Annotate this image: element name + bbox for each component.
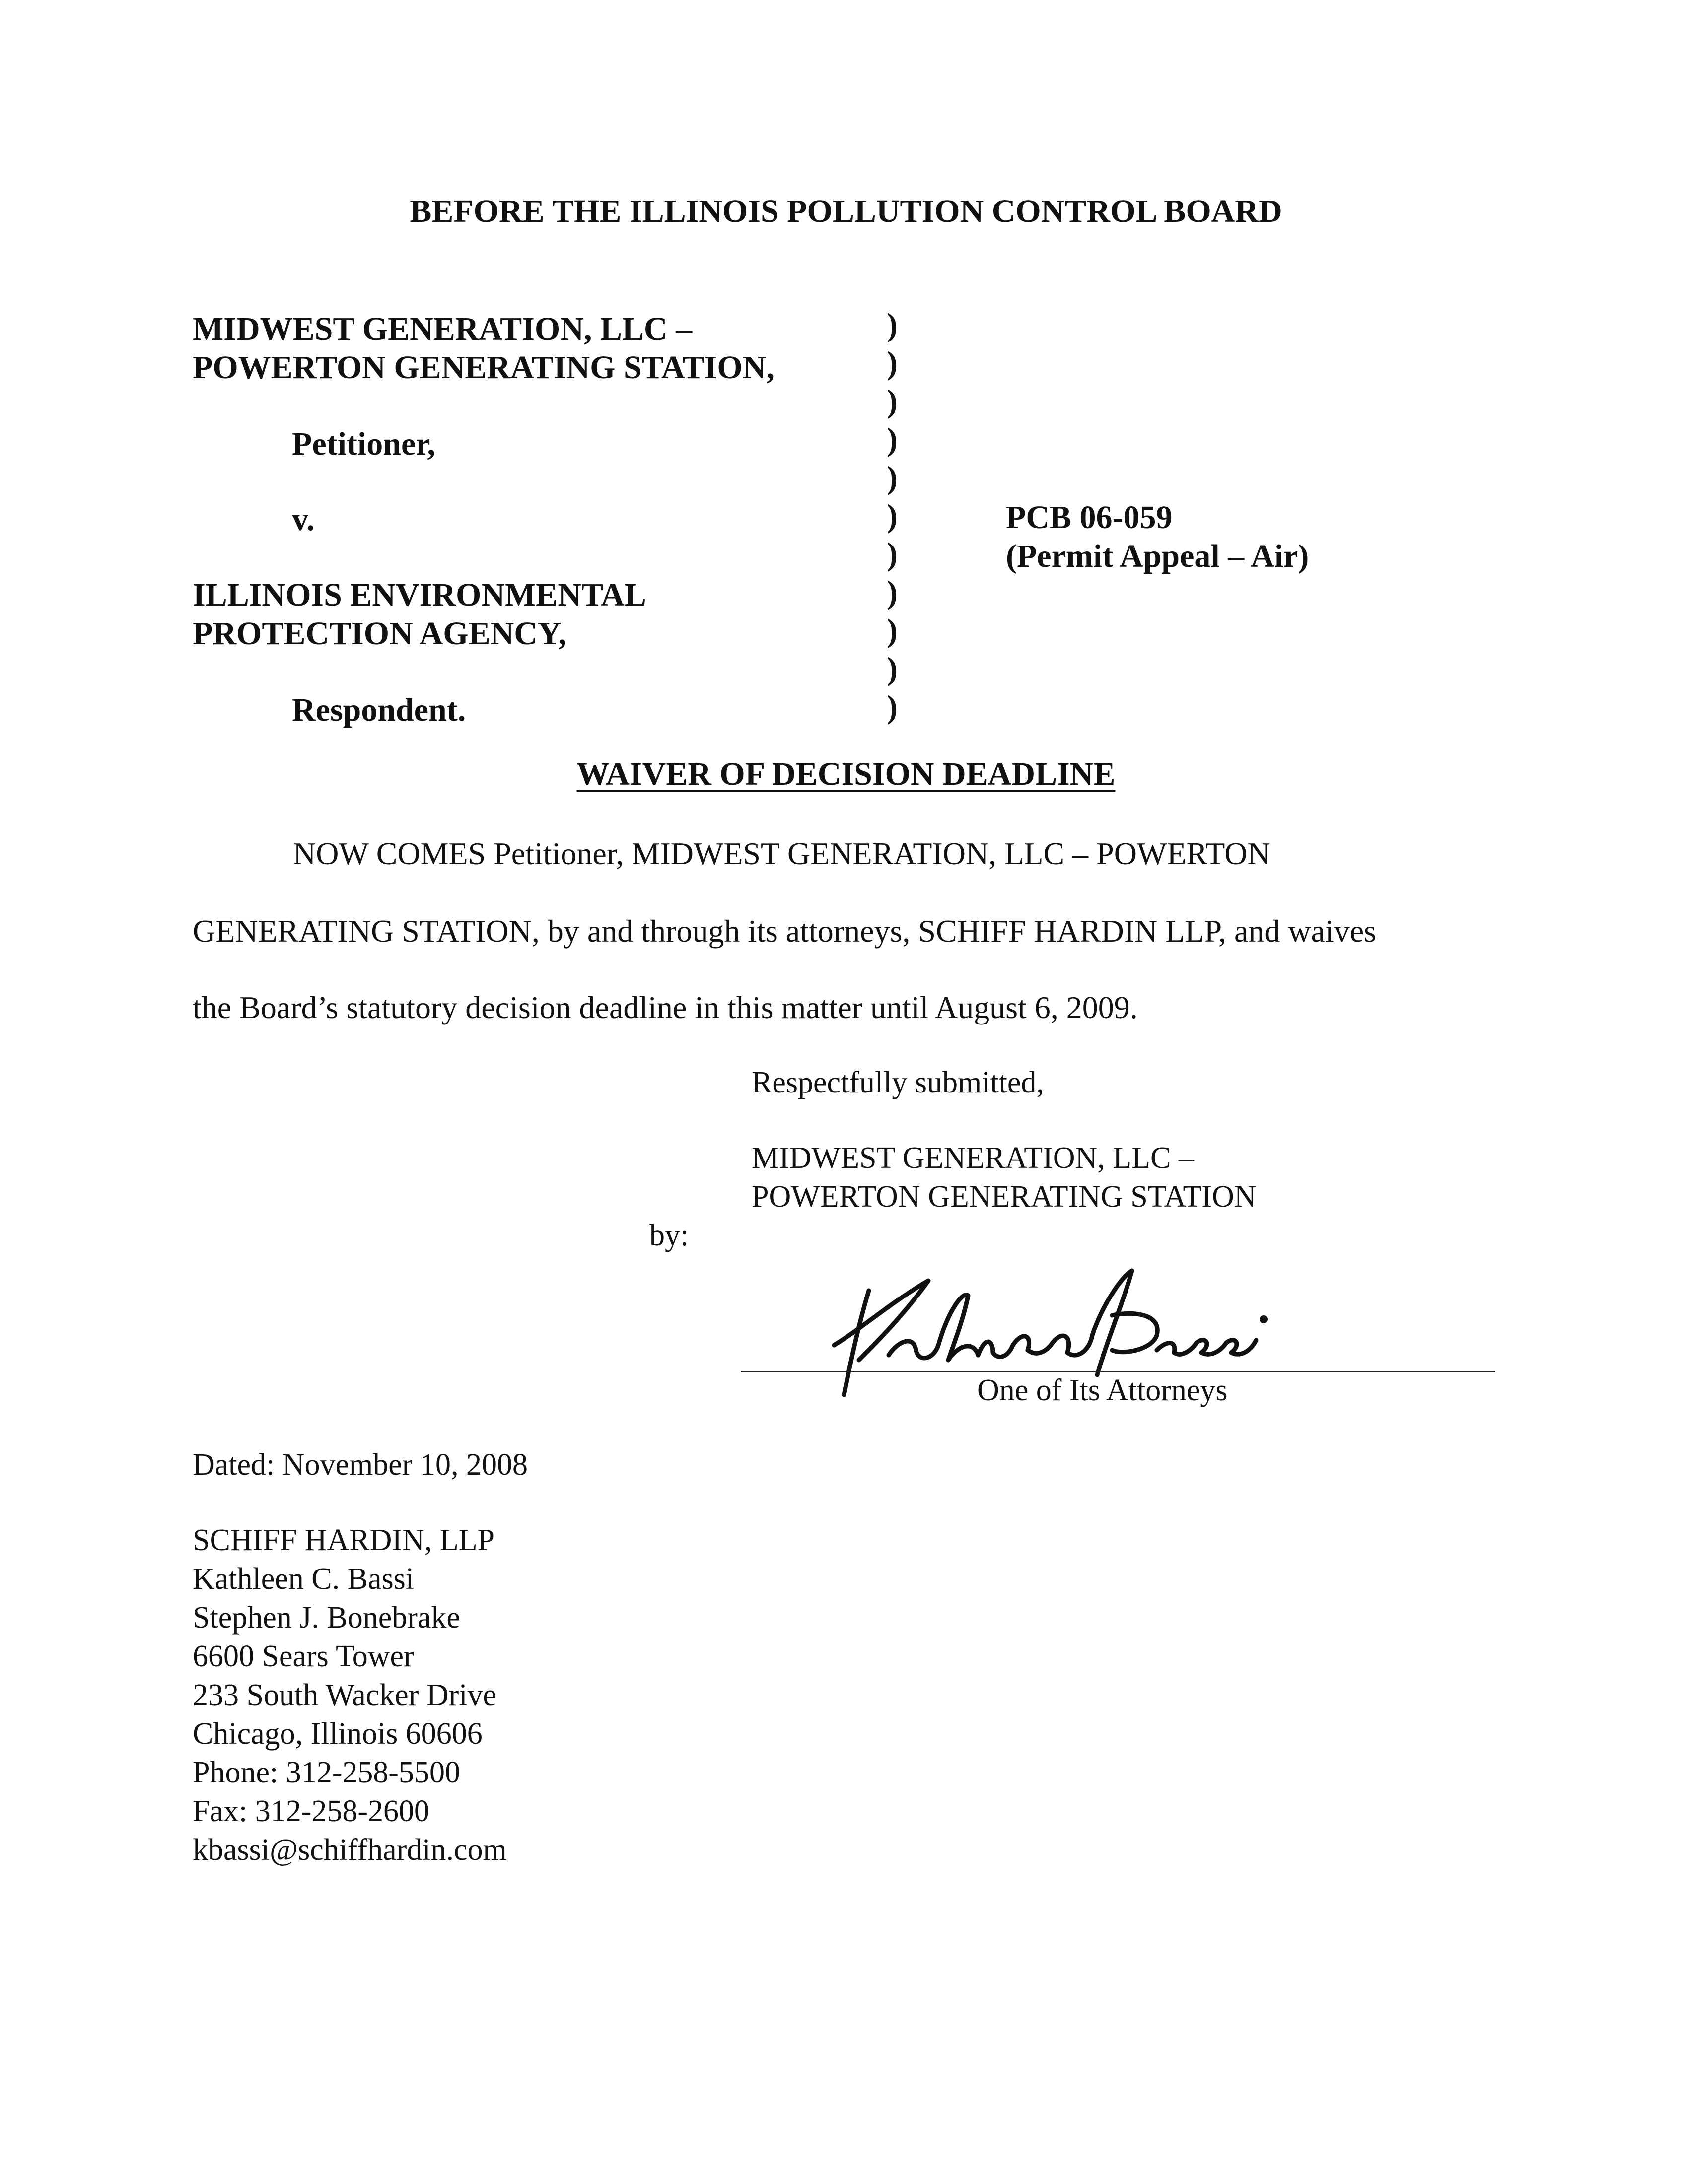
case-type: (Permit Appeal – Air) xyxy=(1006,538,1309,574)
respondent-name-line1: ILLINOIS ENVIRONMENTAL xyxy=(193,577,646,613)
body-line-3: the Board’s statutory decision deadline in this matter until August 6, 2009. xyxy=(193,990,1138,1025)
caption-paren: ) xyxy=(887,574,898,611)
petitioner-name-line1: MIDWEST GENERATION, LLC – xyxy=(193,311,693,347)
closing: Respectfully submitted, xyxy=(752,1066,1044,1099)
petitioner-name-line2: POWERTON GENERATING STATION, xyxy=(193,349,775,386)
dated: Dated: November 10, 2008 xyxy=(193,1448,528,1482)
caption-paren: ) xyxy=(887,613,898,649)
party-line-1: MIDWEST GENERATION, LLC – xyxy=(752,1141,1194,1175)
caption-paren: ) xyxy=(887,460,898,496)
address-line: 233 South Wacker Drive xyxy=(193,1678,497,1712)
party-line-2: POWERTON GENERATING STATION xyxy=(752,1180,1257,1214)
address-line: Stephen J. Bonebrake xyxy=(193,1601,460,1635)
caption-paren: ) xyxy=(887,651,898,687)
caption-paren: ) xyxy=(887,689,898,725)
address-line: Chicago, Illinois 60606 xyxy=(193,1717,483,1751)
caption-paren: ) xyxy=(887,536,898,572)
document-title-text: WAIVER OF DECISION DEADLINE xyxy=(576,756,1116,792)
body-line-1: NOW COMES Petitioner, MIDWEST GENERATION, LLC – POWERTON xyxy=(293,836,1270,871)
board-heading: BEFORE THE ILLINOIS POLLUTION CONTROL BOARD xyxy=(410,193,1282,229)
email-link[interactable]: kbassi@schiffhardin.com xyxy=(193,1833,507,1867)
attorney-address-block xyxy=(193,1521,507,1869)
by-label: by: xyxy=(649,1219,689,1252)
address-line: Fax: 312-258-2600 xyxy=(193,1794,430,1828)
versus-label: v. xyxy=(292,501,315,538)
address-line: Phone: 312-258-5500 xyxy=(193,1756,461,1789)
document-title xyxy=(0,755,1692,793)
respondent-name-line2: PROTECTION AGENCY, xyxy=(193,615,567,652)
address-line: 6600 Sears Tower xyxy=(193,1639,414,1673)
caption-paren-column xyxy=(887,306,898,726)
caption-paren: ) xyxy=(887,307,898,343)
caption-paren: ) xyxy=(887,498,898,534)
respondent-role: Respondent. xyxy=(292,692,466,728)
address-line: Kathleen C. Bassi xyxy=(193,1562,414,1596)
caption-paren: ) xyxy=(887,421,898,458)
address-line: SCHIFF HARDIN, LLP xyxy=(193,1523,495,1557)
caption-paren: ) xyxy=(887,383,898,419)
signer-caption: One of Its Attorneys xyxy=(977,1373,1228,1407)
caption-paren: ) xyxy=(887,345,898,381)
body-line-2: GENERATING STATION, by and through its attorneys, SCHIFF HARDIN LLP, and waives xyxy=(193,913,1377,949)
case-number: PCB 06-059 xyxy=(1006,499,1173,536)
petitioner-role: Petitioner, xyxy=(292,426,435,462)
